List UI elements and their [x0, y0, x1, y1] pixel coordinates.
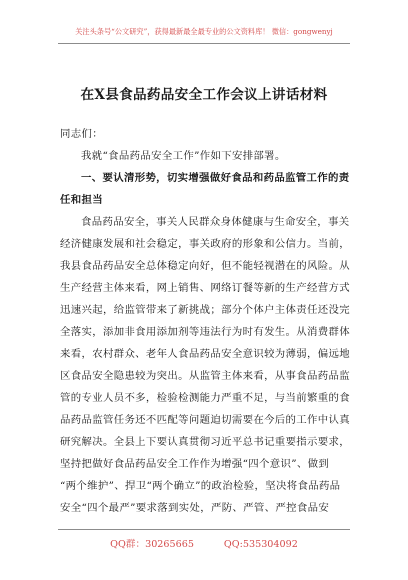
paragraph-line: 全落实，添加非食用添加剂等违法行为时有发生。从消费群体 — [60, 326, 350, 338]
footer-divider — [58, 529, 350, 530]
intro-line: 我就“食品药品安全工作”作如下安排部署。 — [81, 150, 286, 162]
paragraph-line: 我县食品药品安全总体稳定向好，但不能轻视潜在的风险。从 — [60, 260, 350, 272]
paragraph-line: 来看，农村群众、老年人食品药品安全意识较为薄弱，偏远地 — [60, 348, 350, 360]
salutation-line: 同志们： — [60, 128, 103, 140]
paragraph-line: 管的专业人员不多，检验检测能力严重不足，与当前繁重的食 — [60, 392, 350, 404]
paragraph-line: 经济健康发展和社会稳定，事关政府的形象和公信力。当前， — [60, 238, 350, 250]
footer-qq: QQ:535304092 — [223, 539, 298, 550]
paragraph-line: 迅速兴起，给监管带来了新挑战；部分个体户主体责任还没完 — [60, 304, 350, 316]
paragraph-line: “两个维护”、捍卫“两个确立”的政治检验，坚决将食品药品 — [60, 480, 341, 492]
paragraph-line: 生产经营主体来看，网上销售、网络订餐等新的生产经营方式 — [60, 282, 350, 294]
paragraph-line: 研究解决。全县上下要认真贯彻习近平总书记重要指示要求， — [60, 436, 350, 448]
paragraph-line: 安全“四个最严”要求落到实处，严防、严管、严控食品安 — [60, 502, 330, 514]
footer-contact — [0, 536, 408, 550]
document-title: 在X县食品药品安全工作会议上讲话材料 — [80, 87, 328, 103]
paragraph-line: 食品药品安全，事关人民群众身体健康与生命安全，事关 — [81, 216, 350, 228]
footer-qq-group: QQ群：30265665 — [110, 539, 194, 550]
document-body — [60, 123, 356, 519]
paragraph-line: 坚持把做好食品药品安全工作作为增强“四个意识”、做到 — [60, 458, 330, 470]
paragraph-line: 品药品监管任务还不匹配等问题迫切需要在今后的工作中认真 — [60, 414, 350, 426]
section-heading-line: 一、要认清形势，切实增强做好食品和药品监管工作的责 — [81, 172, 350, 184]
paragraph-line: 区食品安全隐患较为突出。从监管主体来看，从事食品药品监 — [60, 370, 350, 382]
section-heading-line: 任和担当 — [60, 194, 103, 206]
header-promo-note: 关注头条号“公文研究”，获得最新最全最专业的公文资料库！ 微信：gongwenyj — [75, 27, 333, 36]
header-divider — [58, 43, 350, 44]
